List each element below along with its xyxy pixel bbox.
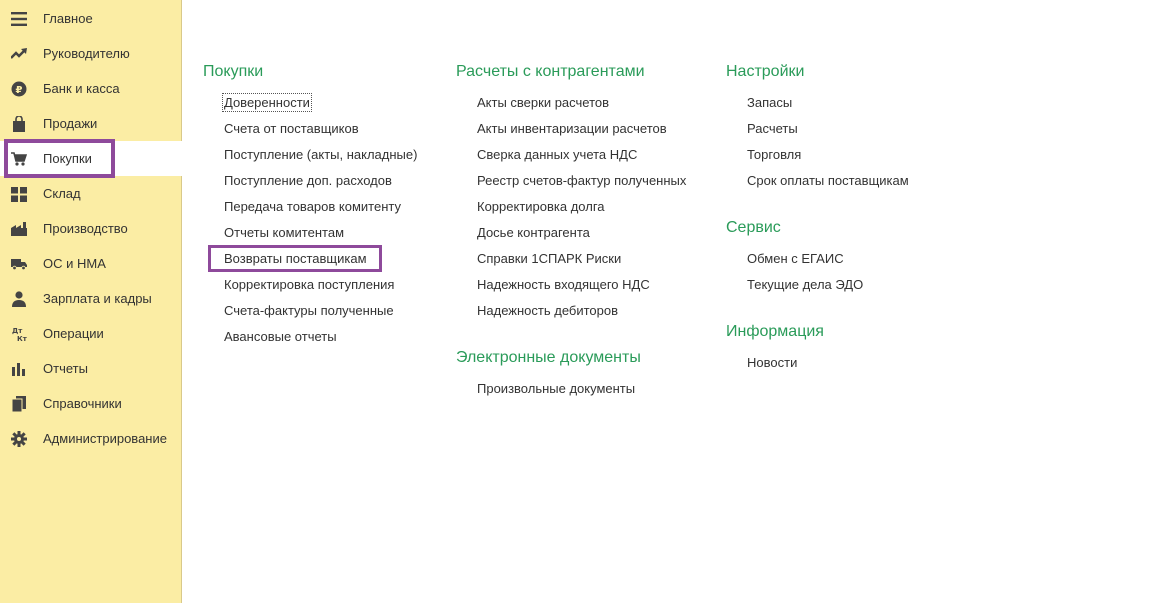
trend-icon [11, 46, 27, 62]
gear-icon [11, 431, 27, 447]
sidebar-item-references[interactable] [0, 386, 181, 421]
link-supplier-invoices[interactable]: Счета от поставщиков [224, 121, 359, 136]
shopping-bag-icon [11, 116, 27, 132]
dt-kt-icon [11, 326, 27, 342]
link-counterparty-dossier[interactable]: Досье контрагента [477, 225, 590, 240]
sidebar-item-main[interactable] [0, 1, 181, 36]
link-debt-adjustment[interactable]: Корректировка долга [477, 199, 605, 214]
sidebar-item-label: ОС и НМА [43, 256, 106, 271]
link-transfer-to-consignor[interactable]: Передача товаров комитенту [224, 199, 401, 214]
section-title-edocs: Электронные документы [456, 349, 641, 366]
link-debtor-reliability[interactable]: Надежность дебиторов [477, 303, 619, 318]
sidebar-item-reports[interactable] [0, 351, 181, 386]
link-news[interactable]: Новости [747, 355, 798, 370]
link-advance-reports[interactable]: Авансовые отчеты [224, 329, 337, 344]
sidebar-item-production[interactable] [0, 211, 181, 246]
link-reconciliation-acts[interactable]: Акты сверки расчетов [477, 95, 610, 110]
sidebar-item-label: Покупки [43, 151, 92, 166]
link-stocks[interactable]: Запасы [747, 95, 793, 110]
sidebar-item-label: Банк и касса [43, 81, 120, 96]
ruble-icon [11, 81, 27, 97]
sidebar-item-label: Производство [43, 221, 128, 236]
link-invoice-register[interactable]: Реестр счетов-фактур полученных [477, 173, 687, 188]
link-supplier-returns[interactable]: Возвраты поставщикам [224, 251, 367, 266]
link-consignor-reports[interactable]: Отчеты комитентам [224, 225, 345, 240]
section-title-info: Информация [726, 323, 824, 340]
warehouse-icon [11, 186, 27, 202]
sidebar-item-admin[interactable] [0, 421, 181, 456]
sidebar-item-label: Операции [43, 326, 104, 341]
section-title-purchases: Покупки [203, 63, 264, 80]
sidebar-item-manager[interactable] [0, 36, 181, 71]
link-power-of-attorney[interactable]: Доверенности [224, 95, 310, 110]
svg-text:₽: ₽ [15, 85, 23, 96]
svg-text:Дт: Дт [12, 327, 23, 335]
link-egais-exchange[interactable]: Обмен с ЕГАИС [747, 251, 844, 266]
link-edo-tasks[interactable]: Текущие дела ЭДО [747, 277, 864, 292]
svg-text:Кт: Кт [17, 335, 27, 342]
link-vat-reconciliation[interactable]: Сверка данных учета НДС [477, 147, 638, 162]
books-icon [11, 396, 27, 412]
sidebar-item-bank[interactable] [0, 71, 181, 106]
bar-chart-icon [11, 361, 27, 377]
sidebar-item-label: Склад [43, 186, 81, 201]
link-inventory-acts[interactable]: Акты инвентаризации расчетов [477, 121, 667, 136]
link-spark-risks[interactable]: Справки 1СПАРК Риски [477, 251, 622, 266]
link-additional-expenses[interactable]: Поступление доп. расходов [224, 173, 392, 188]
section-title-settings: Настройки [726, 63, 805, 80]
link-settlements-settings[interactable]: Расчеты [747, 121, 798, 136]
link-received-invoices[interactable]: Счета-фактуры полученные [224, 303, 394, 318]
sidebar [0, 0, 182, 603]
sidebar-item-label: Продажи [43, 116, 98, 131]
section-title-service: Сервис [726, 219, 781, 236]
person-icon [11, 291, 27, 307]
link-incoming-vat-reliability[interactable]: Надежность входящего НДС [477, 277, 650, 292]
section-title-settlements: Расчеты с контрагентами [456, 63, 645, 80]
cart-icon [11, 151, 27, 167]
sidebar-item-label: Администрирование [43, 431, 167, 446]
sidebar-item-salary[interactable] [0, 281, 181, 316]
sidebar-item-label: Главное [43, 11, 93, 26]
sidebar-item-assets[interactable] [0, 246, 181, 281]
sidebar-item-label: Зарплата и кадры [43, 291, 152, 306]
link-receipt-adjustment[interactable]: Корректировка поступления [224, 277, 395, 292]
factory-icon [11, 221, 27, 237]
menu-icon [11, 11, 27, 27]
sidebar-item-operations[interactable] [0, 316, 181, 351]
link-supplier-payment-terms[interactable]: Срок оплаты поставщикам [747, 173, 909, 188]
sidebar-item-purchases[interactable] [0, 141, 182, 176]
truck-icon [11, 256, 27, 272]
sidebar-item-label: Руководителю [43, 46, 130, 61]
link-arbitrary-documents[interactable]: Произвольные документы [477, 381, 636, 396]
sidebar-item-label: Справочники [43, 396, 122, 411]
link-trade[interactable]: Торговля [747, 147, 802, 162]
sidebar-item-label: Отчеты [43, 361, 88, 376]
sidebar-item-sales[interactable] [0, 106, 181, 141]
link-receipts[interactable]: Поступление (акты, накладные) [224, 147, 418, 162]
sidebar-item-warehouse[interactable] [0, 176, 181, 211]
